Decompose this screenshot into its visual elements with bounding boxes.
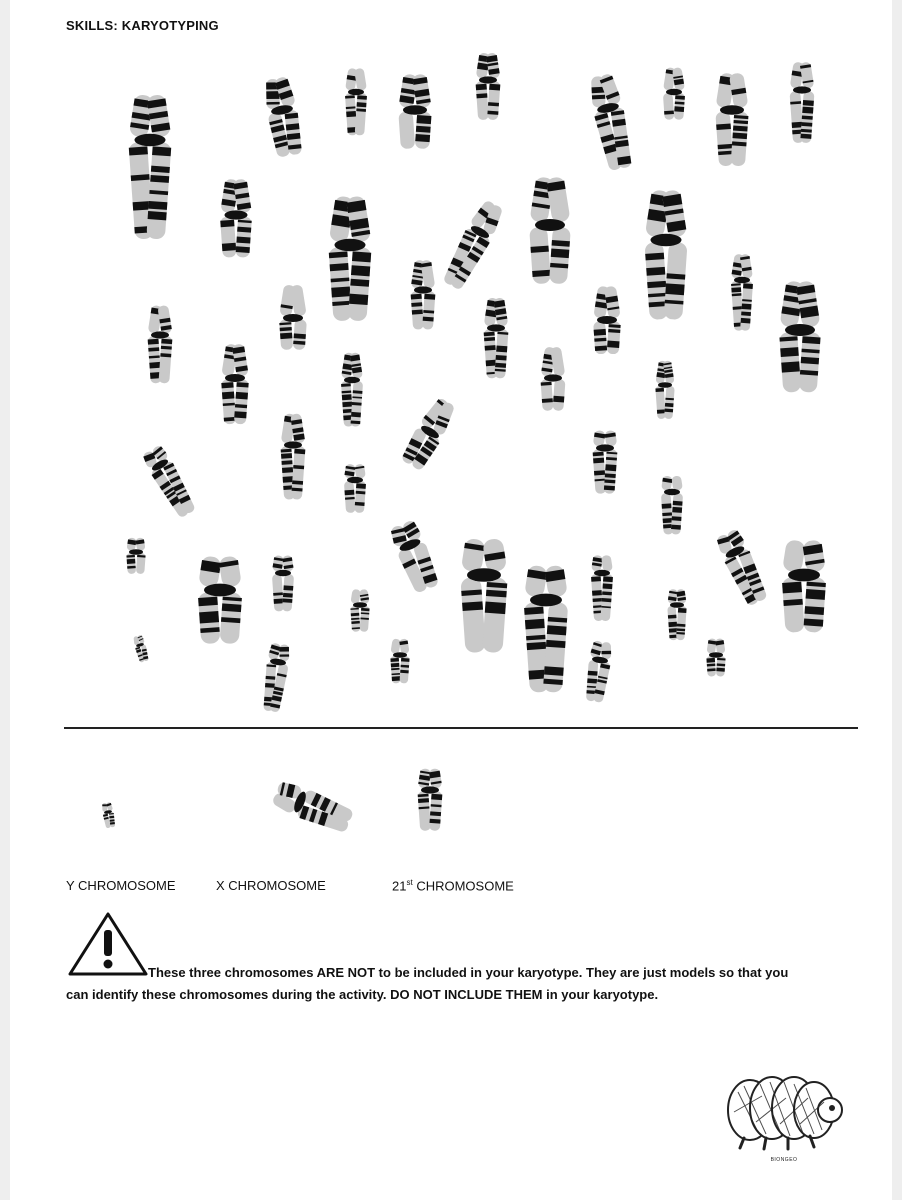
chromosome-24: [540, 346, 565, 411]
warning-line-1: These three chromosomes ARE NOT to be included in your karyotype. They are just models so that you: [148, 965, 789, 980]
model-x-chromosome: [270, 778, 356, 837]
chromosome-12: [439, 197, 508, 293]
chromosome-21: [593, 286, 621, 355]
y-chromosome-label: Y CHROMOSOME: [66, 878, 176, 893]
tardigrade-icon: [710, 1052, 858, 1162]
chromosome-28: [592, 430, 617, 494]
chromosome-39: [272, 555, 294, 612]
chromosome-spread: [10, 0, 892, 720]
model-y-chromosome: [101, 802, 116, 829]
chromosome-20: [483, 297, 508, 378]
model-chromosomes: [10, 740, 892, 870]
chromosome-30: [344, 464, 366, 514]
chromosome-37: [524, 565, 568, 693]
chromosome-18: [279, 284, 307, 350]
chromosome-45: [583, 639, 614, 703]
chromosome-22: [221, 343, 249, 424]
chromosome-15: [731, 254, 753, 331]
chromosome-46: [706, 638, 725, 677]
logo-caption: BIONGEO: [770, 1157, 798, 1163]
chromosome-6: [586, 72, 636, 173]
tardigrade-logo: [710, 1052, 858, 1172]
chromosome-27: [398, 394, 459, 473]
chromosome-3: [345, 68, 367, 136]
chromosome-29: [140, 443, 199, 521]
chromosome-16: [779, 280, 821, 393]
chromosome-11: [328, 195, 371, 321]
chromosome-38: [782, 539, 826, 633]
chromosome-1: [128, 94, 171, 240]
chromosome-17: [147, 305, 172, 384]
chromosome-40: [591, 555, 613, 622]
chromosome-14: [644, 189, 687, 320]
chromosome-44: [390, 638, 409, 683]
chromosome-47: [132, 634, 150, 663]
chromosome-21-label: 21st CHROMOSOME: [392, 878, 514, 894]
chromosome-7: [663, 67, 685, 120]
warning-line-2: can identify these chromosomes during the activity. DO NOT INCLUDE THEM in your karyotype.: [66, 987, 659, 1002]
chromosome-8: [715, 72, 748, 166]
chromosome-23: [341, 352, 363, 427]
chromosome-2: [261, 75, 305, 159]
chromosome-32: [126, 537, 145, 574]
chromosome-5: [475, 52, 500, 120]
x-chromosome-label: X CHROMOSOME: [216, 878, 326, 893]
chromosome-19: [410, 259, 435, 329]
chromosome-10: [220, 178, 252, 257]
chromosome-25: [655, 360, 674, 419]
section-divider: [64, 727, 858, 729]
warning-message: [66, 962, 866, 1006]
chromosome-13: [529, 176, 571, 284]
chromosome-41: [350, 589, 369, 632]
chromosome-35: [198, 555, 242, 644]
chromosome-36: [460, 538, 507, 653]
worksheet-page: [10, 0, 892, 1200]
page-title: SKILLS: KARYOTYPING: [66, 18, 219, 33]
chromosome-34: [713, 527, 771, 609]
chromosome-42: [667, 589, 686, 641]
chromosome-43: [260, 642, 292, 713]
chromosome-26: [280, 413, 305, 500]
model-chromosome-21: [417, 768, 442, 831]
chromosome-9: [789, 62, 814, 144]
chromosome-33: [387, 518, 442, 596]
chromosome-4: [398, 73, 431, 149]
chromosome-31: [661, 475, 683, 534]
